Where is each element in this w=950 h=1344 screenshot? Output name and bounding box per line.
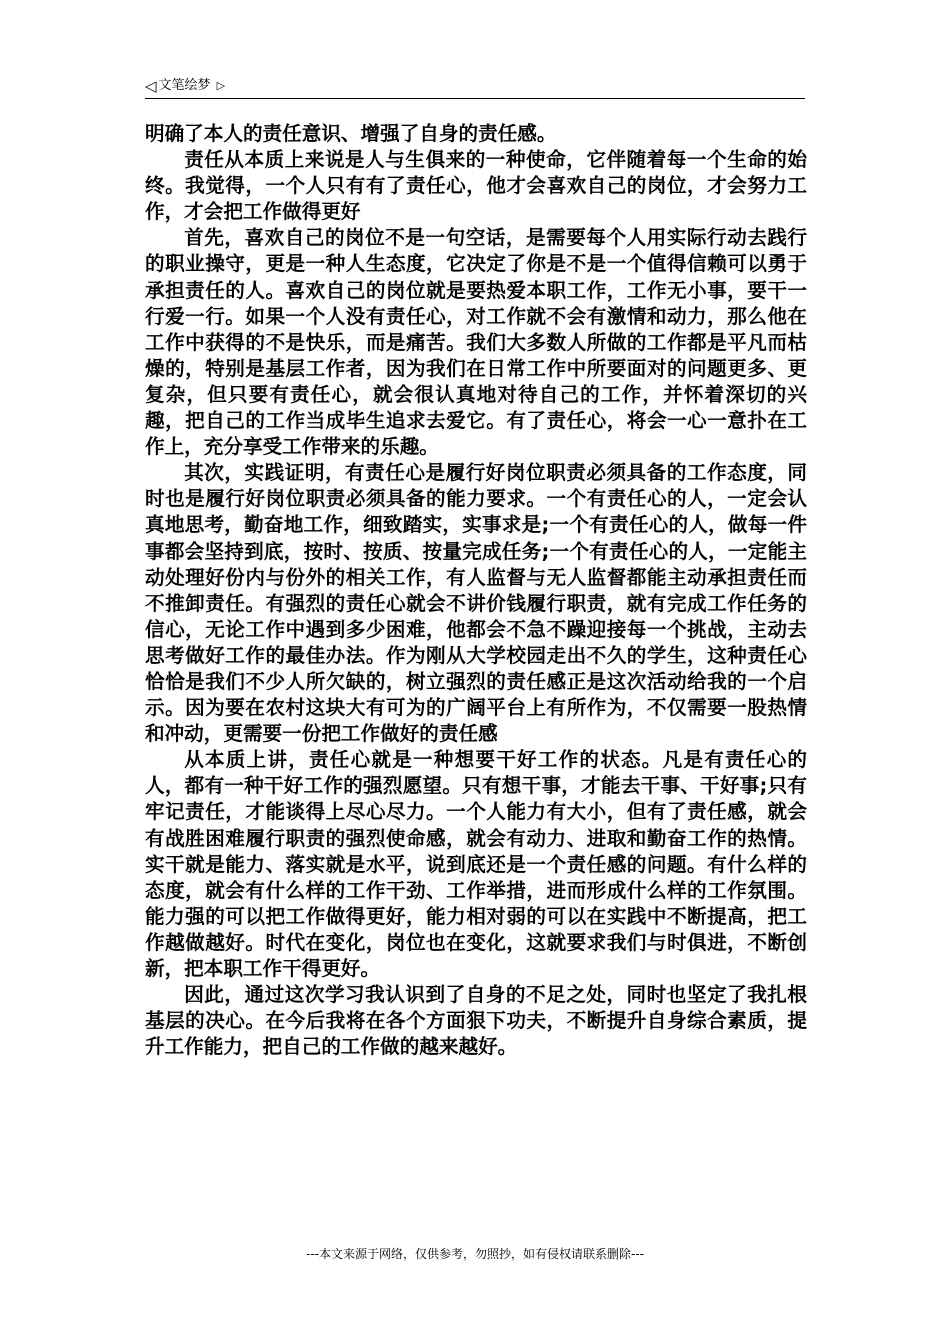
triangle-left-icon: ◁ xyxy=(145,77,157,95)
document-body xyxy=(145,121,807,1060)
paragraph: 从本质上讲，责任心就是一种想要干好工作的状态。凡是有责任心的人，都有一种干好工作的强烈愿望。只有想干事，才能去干事、干好事;只有牢记责任，才能谈得上尽心尽力。一个人能力有大小，但有了责任感，就会有战胜困难履行职责的强烈使命感，就会有动力、进取和勤奋工作的热情。实干就是能力、落实就是水平，说到底还是一个责任感的问题。有什么样的态度，就会有什么样的工作干劲、工作举措，进而形成什么样的工作氛围。能力强的可以把工作做得更好，能力相对弱的可以在实践中不断提高，把工作越做越好。时代在变化，岗位也在变化，这就要求我们与时俱进，不断创新，把本职工作干得更好。 xyxy=(145,748,807,980)
triangle-right-icon: ▷ xyxy=(216,79,226,92)
paragraph: 因此，通过这次学习我认识到了自身的不足之处，同时也坚定了我扎根基层的决心。在今后我将在各个方面狠下功夫，不断提升自身综合素质，提升工作能力，把自己的工作做的越来越好。 xyxy=(145,983,807,1059)
footer-notice: ---本文来源于网络，仅供参考，勿照抄，如有侵权请联系删除--- xyxy=(306,1247,644,1261)
header-title: 文笔绘梦 xyxy=(158,78,211,93)
paragraph: 责任从本质上来说是人与生俱来的一种使命，它伴随着每一个生命的始终。我觉得，一个人只有有了责任心，他才会喜欢自己的岗位，才会努力工作，才会把工作做得更好 xyxy=(145,148,807,224)
page-header xyxy=(145,74,805,99)
paragraph: 明确了本人的责任意识、增强了自身的责任感。 xyxy=(145,122,557,145)
paragraph: 首先，喜欢自己的岗位不是一句空话，是需要每个人用实际行动去践行的职业操守，更是一种人生态度，它决定了你是不是一个值得信赖可以勇于承担责任的人。喜欢自己的岗位就是要热爱本职工作，工作无小事，要干一行爱一行。如果一个人没有责任心，对工作就不会有激情和动力，那么他在工作中获得的不是快乐，而是痛苦。我们大多数人所做的工作都是平凡而枯燥的，特别是基层工作者，因为我们在日常工作中所要面对的问题更多、更复杂，但只要有责任心，就会很认真地对待自己的工作，并怀着深切的兴趣，把自己的工作当成毕生追求去爱它。有了责任心，将会一心一意扑在工作上，充分享受工作带来的乐趣。 xyxy=(145,226,807,459)
paragraph: 其次，实践证明，有责任心是履行好岗位职责必须具备的工作态度，同时也是履行好岗位职责必须具备的能力要求。一个有责任心的人，一定会认真地思考，勤奋地工作，细致踏实，实事求是;一个有责任心的人，做每一件事都会坚持到底，按时、按质、按量完成任务;一个有责任心的人，一定能主动处理好份内与份外的相关工作，有人监督与无人监督都能主动承担责任而不推卸责任。有强烈的责任心就会不讲价钱履行职责，就有完成工作任务的信心，无论工作中遇到多少困难，他都会不急不躁迎接每一个挑战，主动去思考做好工作的最佳办法。作为刚从大学校园走出不久的学生，这种责任心恰恰是我们不少人所欠缺的，树立强烈的责任感正是这次活动给我的一个启示。因为要在农村这块大有可为的广阔平台上有所作为，不仅需要一股热情和冲动，更需要一份把工作做好的责任感 xyxy=(145,461,807,746)
